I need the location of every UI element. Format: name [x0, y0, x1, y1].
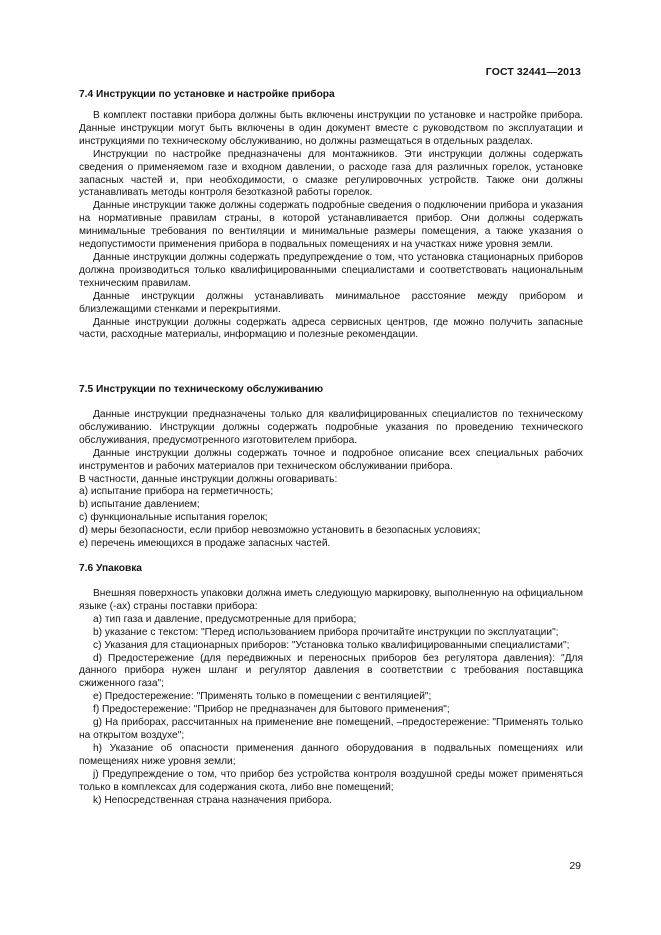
- list-item: a) тип газа и давление, предусмотренные для прибора;: [93, 613, 357, 625]
- paragraph: Данные инструкции должны содержать адреса сервисных центров, где можно получить запасные части, расходные материалы, информацию и полезные рекомендации.: [79, 316, 583, 341]
- section-title: 7.5 Инструкции по техническому обслуживанию: [79, 384, 324, 395]
- paragraph: В частности, данные инструкции должны оговаривать:: [79, 473, 338, 485]
- list-item: h) Указание об опасности применения данного оборудования в подвальных помещениях или помещениях ниже уровня земли;: [79, 742, 583, 767]
- list-item: g) На приборах, рассчитанных на применение вне помещений, –предостережение: "Применять только на открытом воздухе";: [79, 717, 583, 741]
- paragraph: Внешняя поверхность упаковки должна иметь следующую маркировку, выполненную на официальном языке (-ах) страны поставки прибора:: [79, 588, 583, 612]
- list-item: d) Предостережение (для передвижных и переносных приборов без регулятора давления): "Для данного прибора нужен шланг и регулятор давления в соответствии с требования поставщика сжиженного газа";: [79, 652, 583, 690]
- paragraph: В комплект поставки прибора должны быть включены инструкции по установке и настройке прибора. Данные инструкции могут быть включены в один документ вместе с руководством по эксплуатации и инструкциями по техническому обслуживанию, но должны размещаться в отдельных разделах.: [79, 110, 583, 147]
- list-item: d) меры безопасности, если прибор невозможно установить в безопасных условиях;: [79, 525, 481, 537]
- paragraph: Данные инструкции должны содержать предупреждение о том, что установка стационарных приборов должна производиться только квалифицированными специалистами и соответствовать национальным техническим правилам.: [79, 251, 583, 289]
- paragraph: Инструкции по настройке предназначены для монтажников. Эти инструкции должны содержать сведения о применяемом газе и входном давлении, о расходе газа для различных горелок, установке запасных частей и, при необходимости, о смазке регулировочных устройств. Также они должны устанавливать методы контроля безотказной работы горелок.: [79, 148, 583, 199]
- list-item: j) Предупреждение о том, что прибор без устройства контроля воздушной среды может применяться только в комплексах для содержания скота, либо вне помещений;: [79, 768, 583, 793]
- page-number: 29: [569, 860, 581, 872]
- paragraph: Данные инструкции должны содержать точное и подробное описание всех специальных рабочих инструментов и рабочих материалов при техническом обслуживании прибора.: [79, 447, 583, 472]
- list-item: e) перечень имеющихся в продаже запасных частей.: [79, 538, 331, 550]
- section-title: 7.6 Упаковка: [79, 563, 142, 574]
- section-7-4: [79, 88, 583, 342]
- list-item: а) испытание прибора на герметичность;: [79, 486, 274, 498]
- list-item: c) Указания для стационарных приборов: "Установка только квалифицированными специалистами";: [93, 639, 570, 651]
- section-7-6: [79, 562, 583, 807]
- paragraph: Данные инструкции должны устанавливать минимальное расстояние между прибором и близлежащими стенками и перекрытиями.: [79, 290, 583, 315]
- list-item: e) Предостережение: "Применять только в помещении с вентиляцией";: [93, 691, 432, 703]
- list-item: b) указание с текстом: "Перед использованием прибора прочитайте инструкции по эксплуатации";: [93, 626, 559, 638]
- list-item: c) функциональные испытания горелок;: [79, 512, 268, 524]
- list-item: k) Непосредственная страна назначения прибора.: [93, 794, 332, 806]
- standard-designation: ГОСТ 32441—2013: [485, 66, 581, 78]
- section-title: 7.4 Инструкции по установке и настройке прибора: [79, 89, 335, 100]
- section-7-5: [79, 383, 583, 551]
- list-item: f) Предостережение: "Прибор не предназначен для бытового применения";: [93, 704, 450, 716]
- paragraph: Данные инструкции также должны содержать подробные сведения о подключении прибора и указания на нормативные правилам страны, в которой устанавливается прибор. Они должны содержать минимальные требования по вентиляции и минимальные размеры помещения, а также указания о недопустимости применения прибора в подвальных помещениях и на участках ниже уровня земли.: [79, 200, 583, 251]
- list-item: b) испытание давлением;: [79, 499, 200, 511]
- paragraph: Данные инструкции предназначены только для квалифицированных специалистов по техническому обслуживанию. Инструкции должны содержать подробные указания по проведению технического обслуживания, предусмотренного изготовителем прибора.: [79, 409, 583, 446]
